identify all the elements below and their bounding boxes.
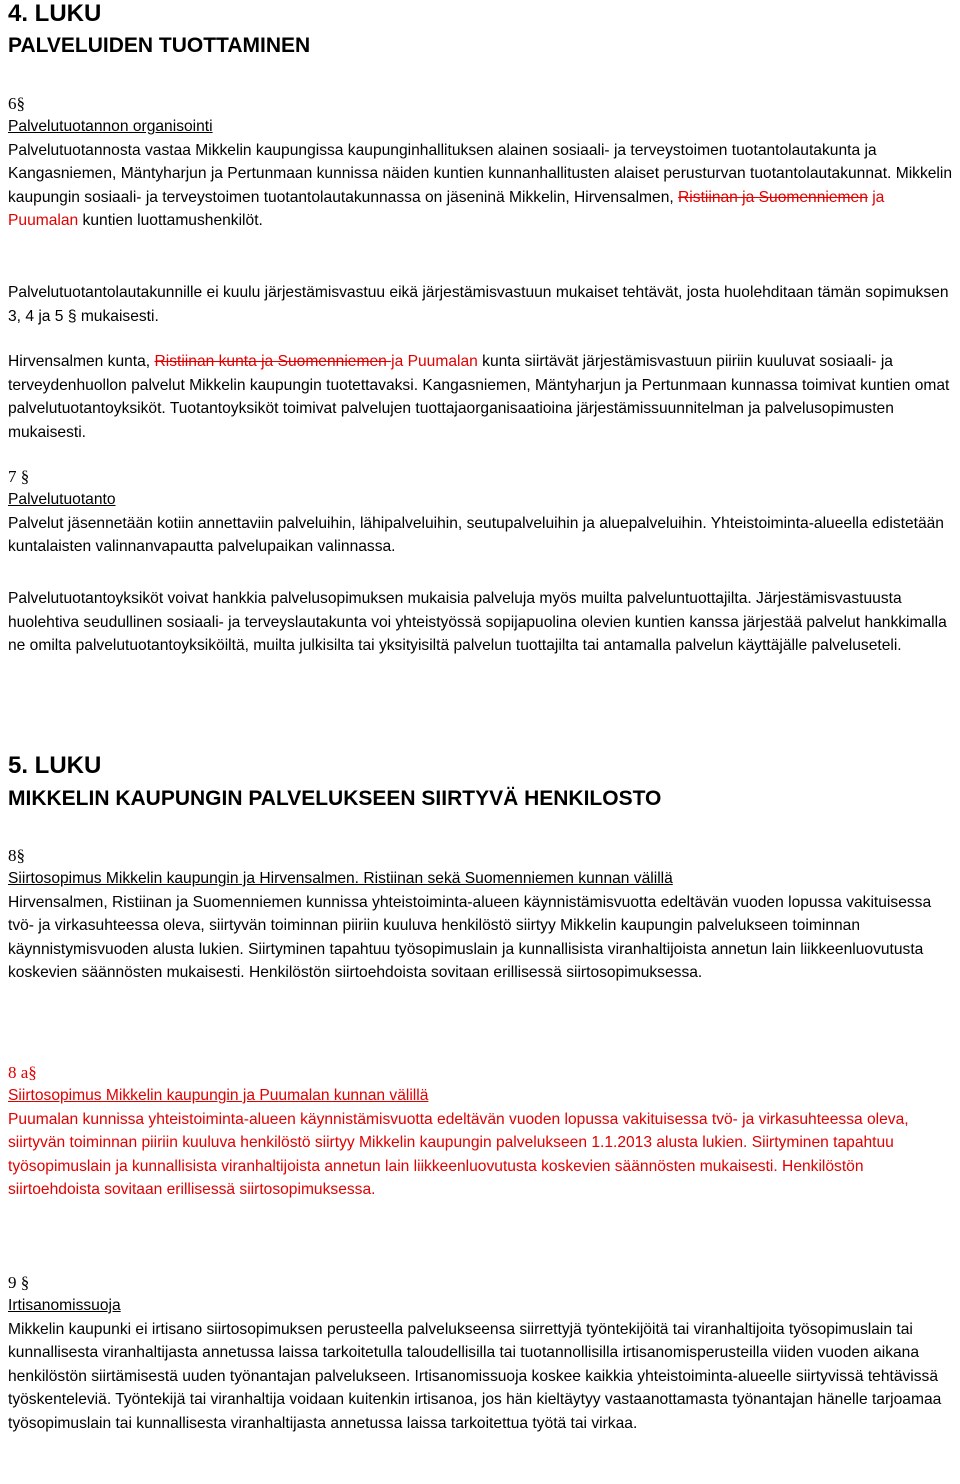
section-heading: Siirtosopimus Mikkelin kaupungin ja Hirvensalmen. Ristiinan sekä Suomenniemen kunnan välillä bbox=[8, 870, 673, 887]
chapter-5-header bbox=[8, 752, 956, 812]
paragraph-text: Hirvensalmen kunta, bbox=[8, 353, 155, 370]
section-heading: Irtisanomissuoja bbox=[8, 1297, 121, 1314]
inserted-text: ja Puumalan bbox=[8, 188, 885, 229]
section-7 bbox=[8, 466, 956, 559]
deleted-text: Ristiinan ja Suomenniemen bbox=[678, 188, 868, 206]
paragraph-text: Puumalan kunnissa yhteistoiminta-alueen käynnistämisvuotta edeltävän vuoden lopussa vakituisessa tvö- ja virkasuhteessa oleva, siirtyvän toiminnan piiriin kuuluva henkilöstö siirtyy Mikkelin kaupungin palvelukseen 1.1.2013 alusta lukien. Siirtyminen tapahtuu työsopimuslain ja kunnallisista viranhaltijoista annetun lain liikkeenluovutusta koskevien säännösten mukaisesti. Henkilöstön siirtoehdoista sovitaan erillisessä siirtosopimuksessa. bbox=[8, 1110, 909, 1198]
chapter-number: 4. LUKU bbox=[8, 0, 102, 27]
section-6 bbox=[8, 93, 956, 233]
paragraph-text: Palvelutuotantolautakunnille ei kuulu järjestämisvastuu eikä järjestämisvastuun mukaiset tehtävät, josta huolehditaan tämän sopimuksen 3, 4 ja 5 § mukaisesti. bbox=[8, 284, 949, 325]
section-8 bbox=[8, 845, 956, 985]
chapter-4-header bbox=[8, 0, 956, 59]
section-heading: Siirtosopimus Mikkelin kaupungin ja Puumalan kunnan välillä bbox=[8, 1087, 429, 1104]
paragraph-text: kunta siirtävät järjestämisvastuun piiriin kuuluvat sosiaali- ja terveydenhuollon palvelut Mikkelin kaupungin tuotettavaksi. Kangasniemen, Mäntyharjun ja Pertunmaan kunnassa toimivat kuntien omat palvelutuotantoyksiköt. Tuotantoyksiköt toimivat palvelujen tuottajaorganisaatioina järjestämissuunnitelman ja palvelusopimusten mukaisesti. bbox=[8, 353, 950, 441]
chapter-title: PALVELUIDEN TUOTTAMINEN bbox=[8, 34, 311, 57]
section-number: 7 § bbox=[8, 467, 30, 486]
paragraph-text: Palvelutuotantoyksiköt voivat hankkia palvelusopimuksen mukaisia palveluja myös muilta palveluntuottajilta. Järjestämisvastuusta huolehtiva seudullinen sosiaali- ja terveyslautakunta voi yhteistyössä sopijapuolina olevien kuntien kanssa järjestää palvelut hankkimalla ne omilta palvelutuotantoyksiköiltä, muilta julkisilta tai yksityisiltä palvelun tuottajilta tai antamalla palvelun käyttäjälle palveluseteli. bbox=[8, 590, 947, 654]
section-number: 6§ bbox=[8, 94, 25, 113]
chapter-number: 5. LUKU bbox=[8, 752, 102, 779]
chapter-title: MIKKELIN KAUPUNGIN PALVELUKSEEN SIIRTYVÄ HENKILOSTO bbox=[8, 787, 662, 810]
paragraph bbox=[8, 281, 956, 328]
paragraph-text: Palvelutuotannosta vastaa Mikkelin kaupungissa kaupunginhallituksen alainen sosiaali- ja terveystoimen tuotantolautakunta ja Kangasniemen, Mäntyharjun ja Pertunmaan kunnissa näiden kuntien kunnanhallitusten alaiset perusturvan tuotantolautakunnat. Mikkelin kaupungin sosiaali- ja terveystoimen tuotantolautakunnassa on jäseninä Mikkelin, Hirvensalmen, bbox=[8, 141, 953, 206]
section-number: 8 a§ bbox=[8, 1063, 37, 1082]
paragraph bbox=[8, 350, 956, 444]
paragraph-text: kuntien luottamushenkilöt. bbox=[78, 212, 263, 229]
section-8a bbox=[8, 1062, 956, 1202]
paragraph bbox=[8, 139, 956, 233]
section-heading: Palvelutuotanto bbox=[8, 491, 116, 508]
section-9 bbox=[8, 1272, 956, 1435]
paragraph-text: Hirvensalmen, Ristiinan ja Suomenniemen kunnissa yhteistoiminta-alueen käynnistämisvuotta edeltävän vuoden lopussa vakituisessa tvö- ja virkasuhteessa oleva, siirtyvän toiminnan piiriin kuuluva henkilöstö siirtyy Mikkelin kaupungin palvelukseen toiminnan käynnistymisvuoden alusta lukien. Siirtyminen tapahtuu työsopimuslain ja kunnallisista viranhaltijoista annetun lain liikkeenluovutusta koskevien säännösten mukaisesti. Henkilöstön siirtoehdoista sovitaan erillisessä siirtosopimuksessa. bbox=[8, 893, 932, 981]
paragraph-text: Palvelut jäsennetään kotiin annettaviin palveluihin, lähipalveluihin, seutupalveluihin ja aluepalveluihin. Yhteistoiminta-alueella edistetään kuntalaisten valinnanvapautta palvelupaikan valinnassa. bbox=[8, 514, 944, 555]
section-heading: Palvelutuotannon organisointi bbox=[8, 118, 213, 135]
inserted-text: ja Puumalan bbox=[391, 353, 478, 370]
section-number: 8§ bbox=[8, 846, 25, 865]
deleted-text: Ristiinan kunta ja Suomenniemen bbox=[154, 353, 392, 370]
paragraph-text: Mikkelin kaupunki ei irtisano siirtosopimuksen perusteella palvelukseensa siirrettyjä työntekijöitä tai viranhaltijoita työsopimuslain tai kunnallisesta viranhaltijasta annetussa laissa tarkoitetulla taloudellisilla tai tuotannollisilla irtisanomisperusteilla viiden vuoden aikana henkilöstön siirtämisestä uuden työnantajan palvelukseen. Irtisanomissuoja koskee kaikkia yhteistoiminta-alueelle siirtyvissä tehtävissä työskenteleviä. Työntekijä tai viranhaltija voidaan kuitenkin irtisanoa, jos hän kieltäytyy vastaanottamasta työnantajan hänelle tarjoamaa työsopimuslain tai kunnallisesta viranhaltijasta annetussa laissa tarkoitettua työtä tai virkaa. bbox=[8, 1320, 942, 1432]
paragraph bbox=[8, 587, 956, 658]
section-number: 9 § bbox=[8, 1273, 30, 1292]
